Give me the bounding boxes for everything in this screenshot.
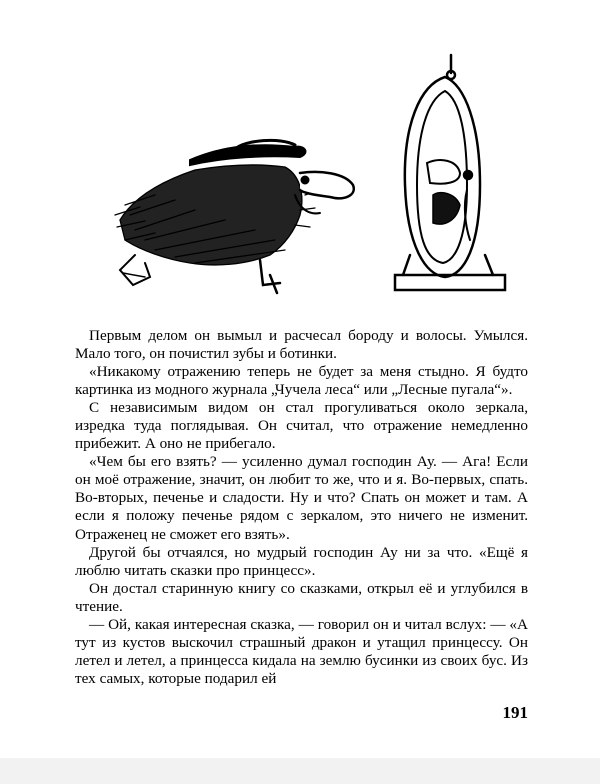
paragraph: «Никакому отражению теперь не будет за меня стыдно. Я будто картинка из модного журнала „Чучела леса“ или „Лесные пугала“».	[75, 363, 528, 399]
mirror-drawing	[395, 55, 505, 290]
illustration	[95, 45, 525, 315]
paragraph: Первым делом он вымыл и расчесал бороду и волосы. Умылся. Мало того, он почистил зубы и ботинки.	[75, 327, 528, 363]
page-number: 191	[502, 703, 528, 722]
paragraph: Он достал старинную книгу со сказками, открыл её и углубился в чтение.	[75, 579, 528, 615]
paragraph: «Чем бы его взять? — усиленно думал господин Ау. — Ага! Если он моё отражение, значит, он любит то же, что и я. Во-первых, спать. Во-вторых, печенье и сладости. Ну и что? Спать он может и там. А если я положу печенье рядом с зеркалом, это ничего не изменит. Отраженец не сможет его взять».	[75, 453, 528, 543]
paragraph: Другой бы отчаялся, но мудрый господин Ау ни за что. «Ещё я люблю читать сказки про принцесс».	[75, 543, 528, 579]
page-bottom-edge	[0, 758, 600, 784]
paragraph: С независимым видом он стал прогуливаться около зеркала, изредка туда поглядывая. Он считал, что отражение немедленно прибежит. А оно не прибегало.	[75, 399, 528, 453]
hairy-creature-drawing	[115, 140, 354, 293]
paragraph: — Ой, какая интересная сказка, — говорил он и читал вслух: — «А тут из кустов выскочил страшный дракон и утащил принцессу. Он летел и летел, а принцесса кидала на землю бусинки из своих бус. Из тех самых, которые подарил ей	[75, 615, 528, 687]
body-text	[75, 327, 528, 688]
